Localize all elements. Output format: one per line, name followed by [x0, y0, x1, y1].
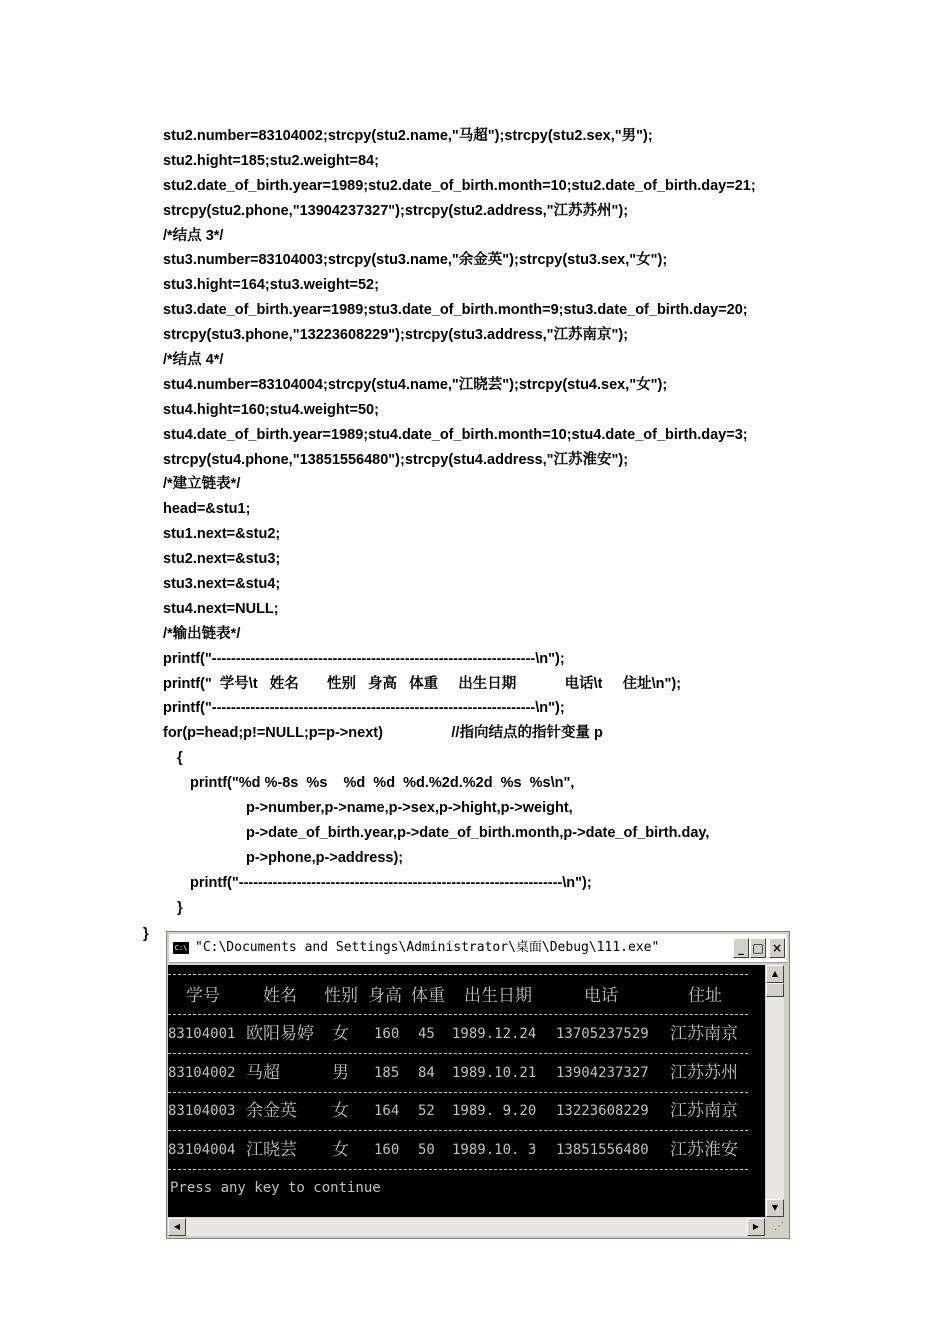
table-cell: 马超 [246, 1062, 280, 1083]
press-any-key-prompt: Press any key to continue [170, 1180, 381, 1196]
table-cell: 欧阳易婷 [246, 1024, 314, 1044]
column-header: 身高 [368, 986, 402, 1006]
code-line: p->date_of_birth.year,p->date_of_birth.month,p->date_of_birth.day, [246, 824, 710, 841]
code-line: /*输出链表*/ [163, 625, 241, 642]
dashed-separator [168, 1130, 748, 1131]
table-cell: 13223608229 [556, 1103, 649, 1119]
code-line: strcpy(stu3.phone,"13223608229");strcpy(stu3.address,"江苏南京"); [163, 327, 629, 344]
code-line: } [177, 899, 183, 916]
code-line: stu3.next=&stu4; [163, 576, 281, 593]
vertical-scrollbar[interactable] [766, 965, 784, 1217]
column-header: 电话 [584, 986, 618, 1006]
dashed-separator [168, 1014, 748, 1015]
code-line: stu1.next=&stu2; [163, 526, 281, 543]
close-button[interactable]: × [769, 938, 785, 958]
code-line: printf("-------------------------------------------------------------------\n"); [190, 874, 592, 891]
scroll-down-icon[interactable]: ▼ [766, 1199, 784, 1217]
table-cell: 江苏苏州 [670, 1062, 738, 1083]
table-cell: 男 [332, 1062, 349, 1083]
table-cell: 1989.12.24 [452, 1026, 537, 1042]
title-bar[interactable] [169, 934, 787, 963]
column-header: 住址 [688, 986, 722, 1006]
table-cell: 52 [418, 1103, 435, 1119]
resize-grip-icon[interactable]: ⋰ [766, 1218, 784, 1236]
table-cell: 江苏南京 [670, 1024, 738, 1044]
console-output[interactable] [168, 965, 765, 1217]
scroll-up-icon[interactable]: ▲ [766, 965, 784, 983]
column-header: 体重 [411, 986, 445, 1006]
maximize-button[interactable]: □ [750, 938, 766, 958]
table-cell: 83104001 [168, 1026, 236, 1042]
console-window [166, 931, 790, 1239]
code-line: printf("%d %-8s %s %d %d %d.%2d.%2d %s %s\n", [190, 775, 575, 792]
console-app-icon: C:\ [174, 944, 188, 952]
source-code [163, 124, 756, 921]
code-line: strcpy(stu4.phone,"13851556480");strcpy(stu4.address,"江苏淮安"); [163, 451, 629, 468]
code-line: /*建立链表*/ [163, 476, 241, 493]
scroll-thumb[interactable] [766, 983, 784, 997]
dashed-separator [168, 1169, 748, 1170]
scroll-left-icon[interactable]: ◀ [168, 1218, 186, 1236]
table-cell: 江苏南京 [670, 1101, 738, 1121]
scroll-right-icon[interactable]: ▶ [747, 1218, 765, 1236]
table-cell: 160 [374, 1141, 400, 1158]
code-line: stu2.date_of_birth.year=1989;stu2.date_of_birth.month=10;stu2.date_of_birth.day=21; [163, 177, 756, 194]
code-line: stu2.hight=185;stu2.weight=84; [163, 152, 379, 169]
table-cell: 50 [418, 1141, 435, 1158]
dashed-separator [168, 974, 748, 975]
code-line: /*结点 3*/ [163, 227, 224, 244]
table-cell: 185 [374, 1064, 400, 1081]
code-line: head=&stu1; [163, 501, 251, 518]
column-header: 性别 [324, 986, 358, 1006]
column-header: 学号 [186, 986, 220, 1006]
code-line: stu4.next=NULL; [163, 600, 279, 617]
table-cell: 83104003 [168, 1103, 236, 1119]
table-cell: 1989. 9.20 [452, 1103, 537, 1119]
minimize-button[interactable]: _ [733, 938, 749, 958]
table-cell: 1989.10.21 [452, 1064, 537, 1081]
column-header: 出生日期 [464, 986, 532, 1006]
code-line: stu2.number=83104002;strcpy(stu2.name,"马超");strcpy(stu2.sex,"男"); [163, 128, 653, 144]
table-cell: 160 [374, 1026, 400, 1042]
table-cell: 13904237327 [556, 1064, 649, 1081]
code-line: stu4.number=83104004;strcpy(stu4.name,"江晓芸");strcpy(stu4.sex,"女"); [163, 376, 668, 393]
code-line: printf(" 学号\t 姓名 性别 身高 体重 出生日期 电话\t 住址\n"); [163, 675, 682, 692]
table-cell: 江苏淮安 [670, 1139, 738, 1160]
code-line: stu4.date_of_birth.year=1989;stu4.date_of_birth.month=10;stu4.date_of_birth.day=3; [163, 426, 748, 443]
table-cell: 13851556480 [556, 1141, 649, 1158]
code-line: p->phone,p->address); [246, 849, 404, 866]
code-line: for(p=head;p!=NULL;p=p->next) //指向结点的指针变量 p [163, 725, 603, 742]
table-cell: 女 [332, 1139, 349, 1160]
table-cell: 13705237529 [556, 1026, 649, 1042]
code-line: printf("-------------------------------------------------------------------\n"); [163, 650, 565, 667]
code-line: stu2.next=&stu3; [163, 551, 281, 568]
table-cell: 女 [332, 1101, 349, 1121]
closing-brace: } [143, 926, 149, 942]
table-cell: 余金英 [246, 1101, 297, 1121]
dashed-separator [168, 1053, 748, 1054]
code-line: /*结点 4*/ [163, 352, 224, 369]
window-title: "C:\Documents and Settings\Administrator\桌面\Debug\111.exe" [195, 940, 660, 955]
code-line: printf("-------------------------------------------------------------------\n"); [163, 700, 565, 717]
code-line: strcpy(stu2.phone,"13904237327");strcpy(stu2.address,"江苏苏州"); [163, 202, 629, 219]
table-cell: 女 [332, 1024, 349, 1044]
horizontal-scrollbar[interactable] [168, 1218, 765, 1236]
table-cell: 84 [418, 1064, 435, 1081]
code-line: stu3.date_of_birth.year=1989;stu3.date_of_birth.month=9;stu3.date_of_birth.day=20; [163, 302, 748, 319]
table-cell: 164 [374, 1103, 400, 1119]
code-line: stu3.hight=164;stu3.weight=52; [163, 277, 379, 294]
table-cell: 45 [418, 1026, 435, 1042]
table-cell: 1989.10. 3 [452, 1141, 537, 1158]
dashed-separator [168, 1092, 748, 1093]
table-cell: 83104002 [168, 1064, 236, 1081]
code-line: stu4.hight=160;stu4.weight=50; [163, 401, 379, 418]
code-line: { [177, 750, 183, 767]
table-cell: 江晓芸 [246, 1139, 297, 1160]
column-header: 姓名 [263, 986, 297, 1006]
code-line: p->number,p->name,p->sex,p->hight,p->weight, [246, 800, 573, 817]
table-cell: 83104004 [168, 1141, 236, 1158]
code-line: stu3.number=83104003;strcpy(stu3.name,"余金英");strcpy(stu3.sex,"女"); [163, 252, 668, 269]
